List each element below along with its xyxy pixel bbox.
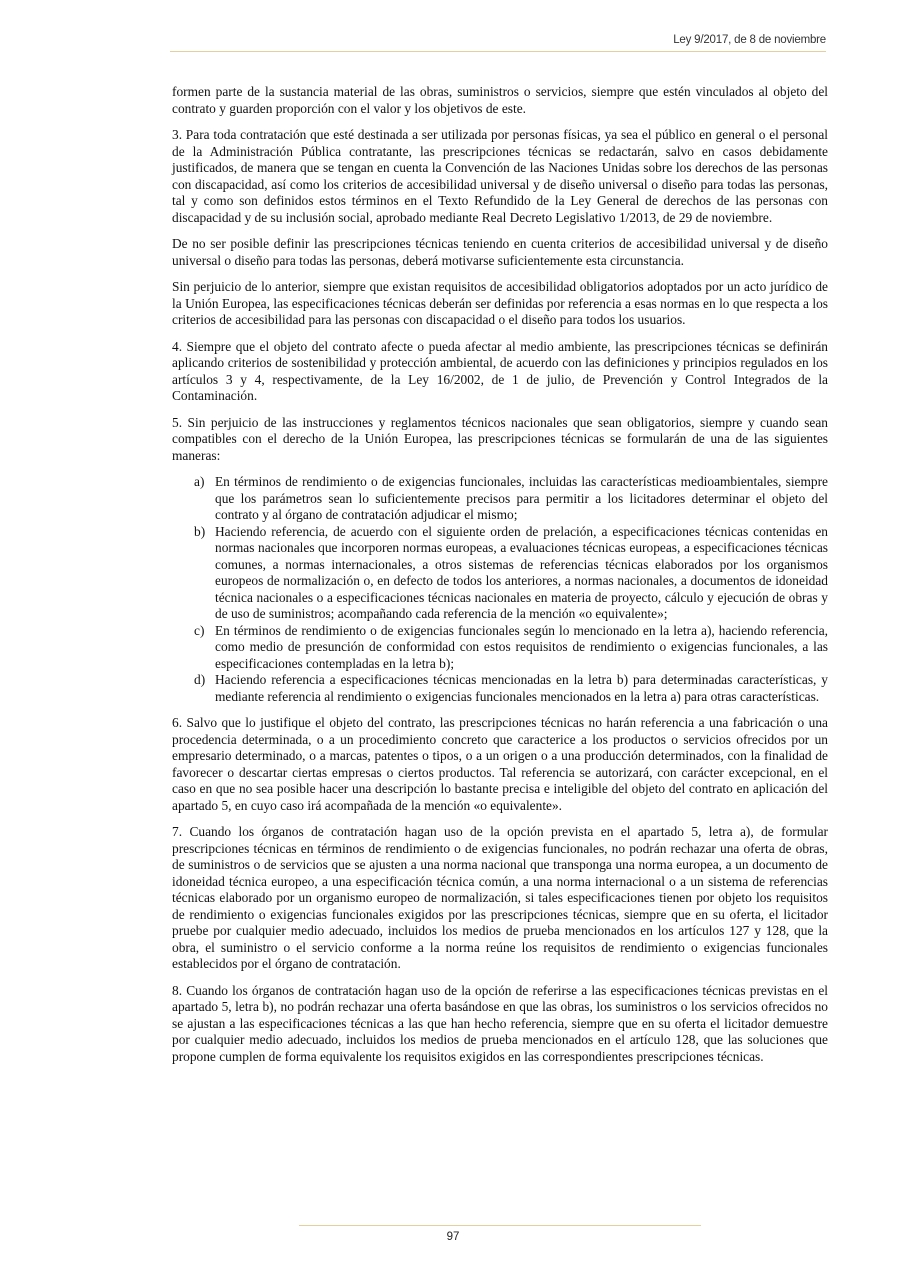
paragraph-continuation: formen parte de la sustancia material de las obras, suministros o servicios, siempre que estén vinculados al objeto del contrato y guarden proporción con el valor y los objetivos de este.	[172, 84, 828, 116]
list-item-text: En términos de rendimiento o de exigencias funcionales según lo mencionado en la letra a), haciendo referencia, como medio de presunción de conformidad con estos requisitos de rendimiento o exigencias funcionales, a las especificaciones contempladas en la letra b);	[215, 622, 828, 671]
list-item-b	[172, 524, 828, 623]
list-marker: a)	[194, 474, 205, 489]
list-item-a	[172, 474, 828, 524]
list-marker: b)	[194, 523, 206, 539]
header-divider	[170, 51, 826, 52]
list-item-text: En términos de rendimiento o de exigencias funcionales, incluidas las características medioambientales, siempre que los parámetros sean lo suficientemente precisos para permitir a los licitadores determinar el objeto del contrato y al órgano de contratación adjudicar el mismo;	[215, 474, 828, 522]
page-number: 97	[446, 1231, 460, 1243]
paragraph-3-b: De no ser posible definir las prescripciones técnicas teniendo en cuenta criterios de accesibilidad universal y de diseño universal o diseño para todas las personas, deberá motivarse suficientemente esta circunstancia.	[172, 236, 828, 268]
list-item-text: Haciendo referencia, de acuerdo con el siguiente orden de prelación, a especificaciones técnicas contenidas en normas nacionales que incorporen normas europeas, a evaluaciones técnicas europeas, a especificaciones técnicas comunes, a normas internacionales, a otros sistemas de referencias técnicas elaborados por los organismos europeos de normalización o, en defecto de todos los anteriores, a normas nacionales, a documentos de idoneidad técnica nacionales o a especificaciones técnicas nacionales en materia de proyecto, cálculo y ejecución de obras y de uso de suministros; acompañando cada referencia de la mención «o equivalente»;	[215, 523, 828, 621]
footer-divider	[299, 1225, 701, 1226]
document-body	[172, 84, 828, 1075]
paragraph-3: 3. Para toda contratación que esté destinada a ser utilizada por personas físicas, ya sea el público en general o el personal de la Administración Pública contratante, las prescripciones técnicas se redactarán, salvo en casos debidamente justificados, de manera que se tengan en cuenta la Convención de las Naciones Unidas sobre los derechos de las personas con discapacidad, así como los criterios de accesibilidad universal y de diseño universal o diseño para todas las personas, tal y como son definidos estos términos en el Texto Refundido de la Ley General de derechos de las personas con discapacidad y de su inclusión social, aprobado mediante Real Decreto Legislativo 1/2013, de 29 de noviembre.	[172, 127, 828, 225]
paragraph-4: 4. Siempre que el objeto del contrato afecte o pueda afectar al medio ambiente, las prescripciones técnicas se definirán aplicando criterios de sostenibilidad y protección ambiental, de acuerdo con las definiciones y principios regulados en los artículos 3 y 4, respectivamente, de la Ley 16/2002, de 1 de julio, de Prevención y Control Integrados de la Contaminación.	[172, 338, 828, 403]
paragraph-3-c: Sin perjuicio de lo anterior, siempre que existan requisitos de accesibilidad obligatorios adoptados por un acto jurídico de la Unión Europea, las especificaciones técnicas deberán ser definidas por referencia a esas normas en lo que respecta a los criterios de accesibilidad para las personas con discapacidad o el diseño para todos los usuarios.	[172, 279, 828, 327]
prescriptions-list	[172, 474, 828, 705]
paragraph-7: 7. Cuando los órganos de contratación hagan uso de la opción prevista en el apartado 5, letra a), de formular prescripciones técnicas en términos de rendimiento o de exigencias funcionales, no podrán rechazar una oferta de obras, de suministros o de servicios que se ajusten a una norma nacional que transponga una norma europea, a un documento de idoneidad técnica europeo, a una especificación técnica común, a una norma internacional o a un sistema de referencias técnicas elaborado por un organismo europeo de normalización, si tales especificaciones tienen por objeto los requisitos de rendimiento o exigencias funcionales exigidos por las prescripciones técnicas, siempre que en su oferta, el licitador pruebe por cualquier medio adecuado, incluidos los medios de prueba mencionados en los artículos 127 y 128, que la obra, el suministro o el servicio conforme a la norma reúne los requisitos de rendimiento o exigencias funcionales establecidos por el órgano de contratación.	[172, 824, 828, 971]
list-marker: c)	[194, 622, 205, 638]
list-item-text: Haciendo referencia a especificaciones técnicas mencionadas en la letra b) para determinadas características, y mediante referencia al rendimiento o exigencias funcionales mencionados en la letra a) para otras características.	[215, 672, 828, 704]
running-header: Ley 9/2017, de 8 de noviembre	[673, 34, 826, 46]
paragraph-6: 6. Salvo que lo justifique el objeto del contrato, las prescripciones técnicas no harán referencia a una fabricación o una procedencia determinada, o a un procedimiento concreto que caracterice a los productos o servicios ofrecidos por un empresario determinado, o a marcas, patentes o tipos, o a un origen o a una producción determinados, con la finalidad de favorecer o descartar ciertas empresas o ciertos productos. Tal referencia se autorizará, con carácter excepcional, en el caso en que no sea posible hacer una descripción lo bastante precisa e inteligible del objeto del contrato en aplicación del apartado 5, en cuyo caso irá acompañada de la mención «o equivalente».	[172, 715, 828, 813]
paragraph-5: 5. Sin perjuicio de las instrucciones y reglamentos técnicos nacionales que sean obligatorios, siempre y cuando sean compatibles con el derecho de la Unión Europea, las prescripciones técnicas se formularán de una de las siguientes maneras:	[172, 414, 828, 463]
list-item-c	[172, 623, 828, 673]
list-marker: d)	[194, 672, 206, 687]
list-item-d	[172, 672, 828, 705]
paragraph-8: 8. Cuando los órganos de contratación hagan uso de la opción de referirse a las especificaciones técnicas previstas en el apartado 5, letra b), no podrán rechazar una oferta basándose en que las obras, los suministros o los servicios ofrecidos no se ajustan a las especificaciones técnicas a las que han hecho referencia, siempre que en su oferta el licitador demuestre por cualquier medio adecuado, incluidos los medios de prueba mencionados en el artículo 128, que las soluciones que propone cumplen de forma equivalente los requisitos exigidos en las correspondientes prescripciones técnicas.	[172, 982, 828, 1064]
